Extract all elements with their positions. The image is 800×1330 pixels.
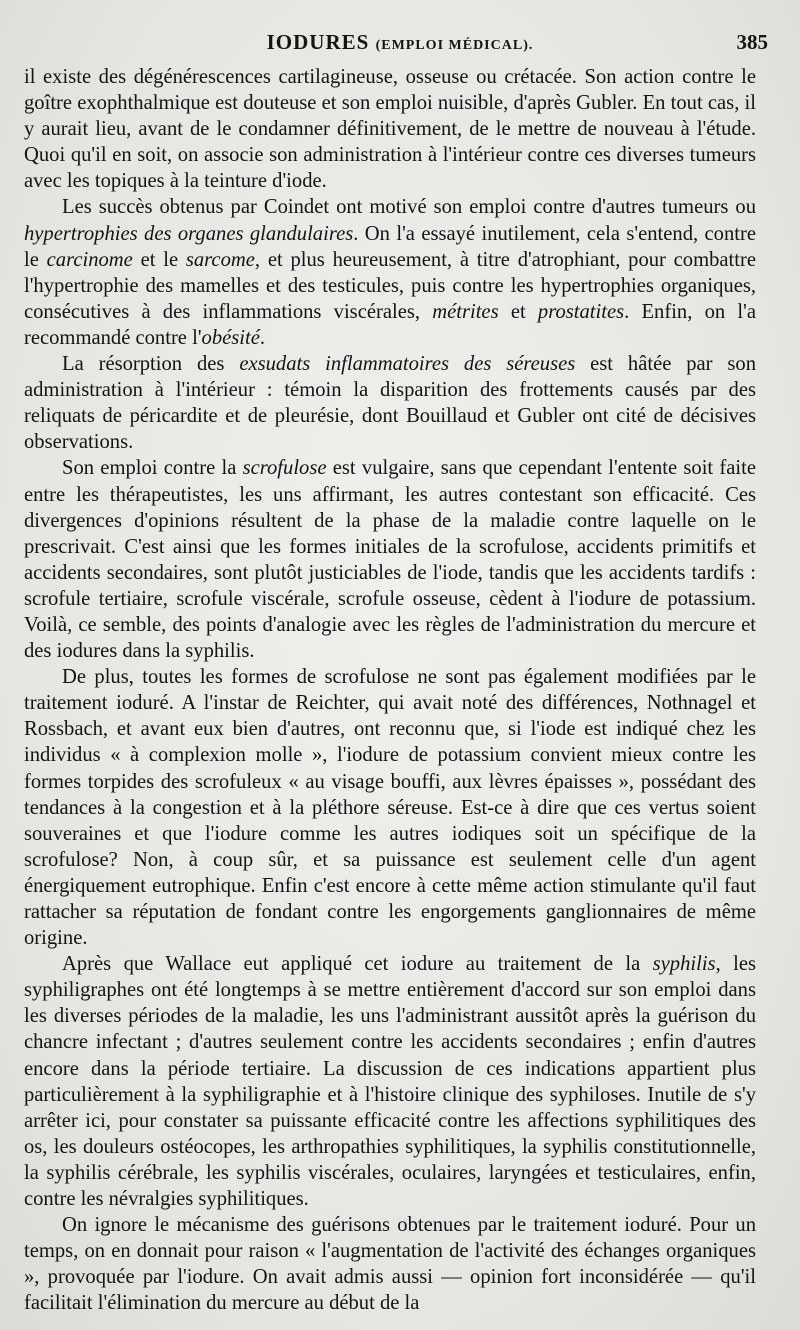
text-run: et le bbox=[132, 248, 186, 271]
text-run: , les syphiligraphes ont été longtemps à se mettre entièrement d'accord sur son emploi dans les diverses périodes de la maladie, les uns l'administrant aussitôt après la guérison du chancre infectant ; d'autres seulement contre les accidents secondaires ; enfin d'autres encore dans la période tertiaire. La discussion de ces indications appartient plus particulièrement à la syphiligraphie et à l'histoire clinique des syphiloses. Inutile de s'y arrêter ici, pour constater sa puissante efficacité contre les affections syphilitiques des os, les douleurs ostéocopes, les arthropathies syphilitiques, la syphilis constitutionnelle, la syphilis cérébrale, les syphilis viscérales, oculaires, laryngées et testiculaires, enfin, contre les névralgies syphilitiques. bbox=[24, 953, 756, 1211]
text-run: est vulgaire, sans que cependant l'entente soit faite entre les thérapeutistes, les uns affirmant, les autres contestant son efficacité. Ces divergences d'opinions résultent de la phase de la maladie contre laquelle on le prescrivait. C'est ainsi que les formes initiales de la scrofulose, accidents primitifs et accidents secondaires, sont plutôt justiciables de l'iode, tandis que les accidents tardifs : scrofule tertiaire, scrofule viscérale, scrofule osseuse, cèdent à l'iodure de potassium. Voilà, ce semble, des points d'analogie avec les règles de l'administration du mercure et des iodures dans la syphilis. bbox=[24, 457, 756, 663]
running-title bbox=[28, 30, 772, 55]
text-run: et bbox=[498, 300, 538, 323]
text-run: . bbox=[259, 326, 266, 349]
text-run: Les succès obtenus par Coindet ont motivé son emploi contre d'autres tumeurs ou bbox=[62, 196, 756, 219]
paragraph bbox=[24, 1212, 756, 1316]
italic-text: sarcome bbox=[185, 248, 255, 271]
paragraph bbox=[24, 664, 756, 951]
italic-text: prostatites bbox=[537, 300, 625, 323]
text-run: , et plus heureusement, à titre d'atrophiant, pour combattre l'hypertrophie des mamelles et des testicules, puis contre les hypertrophies organiques, consécutives à des inflammations viscérales, bbox=[24, 248, 757, 323]
page-header bbox=[28, 30, 772, 62]
italic-text: scrofulose bbox=[242, 457, 327, 480]
italic-text: exsudats inflammatoires des séreuses bbox=[239, 353, 576, 376]
body-text bbox=[24, 64, 756, 1317]
text-run: . On l'a essayé inutilement, cela s'entend, contre le bbox=[24, 222, 756, 271]
paragraph bbox=[24, 951, 756, 1212]
italic-text: métrites bbox=[432, 300, 499, 323]
italic-text: carcinome bbox=[46, 248, 133, 271]
italic-text: hypertrophies des organes glandulaires bbox=[24, 222, 354, 245]
paragraph bbox=[24, 64, 756, 194]
text-run: Son emploi contre la bbox=[62, 457, 243, 480]
page-number: 385 bbox=[736, 30, 768, 54]
text-run: est hâtée par son administration à l'intérieur : témoin la disparition des frottements causés par des reliquats de péricardite et de pleurésie, dont Bouillaud et Gubler ont cité de décisives observations. bbox=[24, 353, 757, 454]
text-run: De plus, toutes les formes de scrofulose ne sont pas également modifiées par le traitement ioduré. A l'instar de Reichter, qui avait noté des différences, Nothnagel et Rossbach, et avant eux bien d'autres, ont reconnu que, si l'iode est indiqué chez les individus « à complexion molle », l'iodure de potassium convient mieux contre les formes torpides des scrofuleux « au visage bouffi, aux lèvres épaisses », possédant des tendances à la congestion et à la pléthore séreuse. Est-ce à dire que ces vertus soient souveraines et que l'iodure comme les autres iodiques soit un spécifique de la scrofulose? Non, à coup sûr, et sa puissance est seulement celle d'un agent énergiquement eutrophique. Enfin c'est encore à cette même action stimulante qu'il faut rattacher sa réputation de fondant contre les engorgements ganglionnaires de même origine. bbox=[24, 666, 756, 950]
paragraph bbox=[24, 194, 756, 351]
running-title-main: IODURES bbox=[266, 30, 370, 54]
paragraph bbox=[24, 455, 756, 664]
paragraph bbox=[24, 351, 756, 455]
text-run: . Enfin, on l'a recommandé contre l' bbox=[24, 300, 756, 349]
text-run: On ignore le mécanisme des guérisons obtenues par le traitement ioduré. Pour un temps, on en donnait pour raison « l'augmentation de l'activité des échanges organiques », provoquée par l'iodure. On avait admis aussi — opinion fort inconsidérée — qu'il facilitait l'élimination du mercure au début de la bbox=[24, 1214, 756, 1315]
italic-text: syphilis bbox=[652, 953, 716, 976]
text-run: La résorption des bbox=[62, 353, 240, 376]
running-title-sub: (EMPLOI MÉDICAL). bbox=[375, 38, 534, 53]
text-run: Après que Wallace eut appliqué cet iodure au traitement de la bbox=[62, 953, 653, 976]
italic-text: obésité bbox=[201, 326, 260, 349]
text-run: il existe des dégénérescences cartilagineuse, osseuse ou crétacée. Son action contre le goître exophthalmique est douteuse et son emploi nuisible, d'après Gubler. En tout cas, il y aurait lieu, avant de le condamner définitivement, de le mettre de nouveau à l'étude. Quoi qu'il en soit, on associe son administration à l'intérieur contre ces diverses tumeurs avec les topiques à la teinture d'iode. bbox=[24, 66, 756, 193]
